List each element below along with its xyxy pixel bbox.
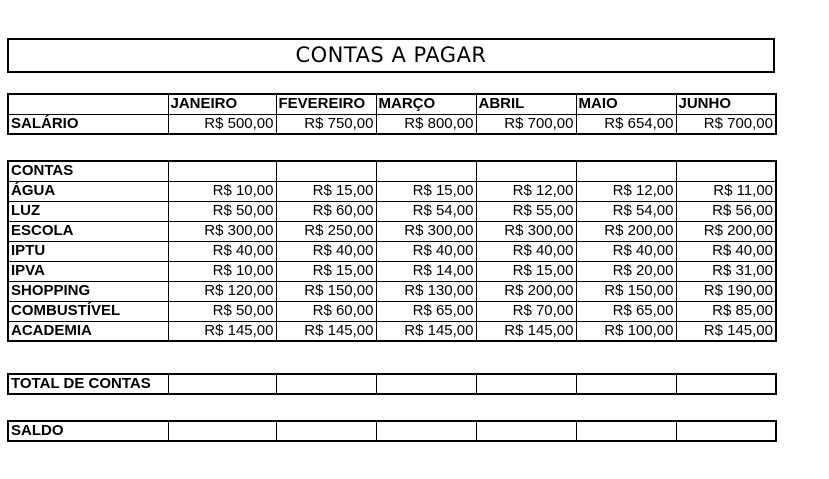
expense-label: IPTU [8,241,168,261]
expense-value: R$ 145,00 [476,321,576,341]
empty-cell [376,161,476,181]
expense-value: R$ 145,00 [168,321,276,341]
month-header: JUNHO [676,94,776,114]
salary-value: R$ 700,00 [476,114,576,134]
expense-value: R$ 145,00 [276,321,376,341]
total-label: TOTAL DE CONTAS [8,374,168,394]
month-header: ABRIL [476,94,576,114]
expense-label: ACADEMIA [8,321,168,341]
expense-value: R$ 145,00 [676,321,776,341]
expense-value: R$ 50,00 [168,201,276,221]
expenses-header: CONTAS [8,161,168,181]
total-cell[interactable] [476,374,576,394]
balance-cell[interactable] [576,421,676,441]
expense-value: R$ 150,00 [276,281,376,301]
expense-value: R$ 200,00 [476,281,576,301]
expense-value: R$ 10,00 [168,261,276,281]
total-cell[interactable] [576,374,676,394]
salary-row [8,114,776,134]
total-cell[interactable] [168,374,276,394]
expense-label: ESCOLA [8,221,168,241]
expense-value: R$ 15,00 [276,261,376,281]
expense-value: R$ 190,00 [676,281,776,301]
month-header: JANEIRO [168,94,276,114]
expense-value: R$ 40,00 [576,241,676,261]
expense-value: R$ 65,00 [376,301,476,321]
expense-row [8,241,776,261]
expense-label: COMBUSTÍVEL [8,301,168,321]
balance-row [8,421,776,441]
empty-cell [576,161,676,181]
total-cell[interactable] [676,374,776,394]
expense-value: R$ 300,00 [168,221,276,241]
salary-table [7,93,777,135]
expense-value: R$ 200,00 [676,221,776,241]
expense-value: R$ 70,00 [476,301,576,321]
month-header: MARÇO [376,94,476,114]
expense-value: R$ 40,00 [168,241,276,261]
expense-row [8,201,776,221]
expense-value: R$ 65,00 [576,301,676,321]
balance-cell[interactable] [168,421,276,441]
months-header-row [8,94,776,114]
expense-value: R$ 120,00 [168,281,276,301]
expense-row [8,301,776,321]
expense-value: R$ 40,00 [476,241,576,261]
expense-value: R$ 56,00 [676,201,776,221]
expense-value: R$ 12,00 [476,181,576,201]
expense-row [8,181,776,201]
balance-cell[interactable] [376,421,476,441]
expense-row [8,321,776,341]
expense-row [8,281,776,301]
expense-value: R$ 200,00 [576,221,676,241]
expense-value: R$ 10,00 [168,181,276,201]
expense-row [8,261,776,281]
balance-label: SALDO [8,421,168,441]
expense-value: R$ 15,00 [376,181,476,201]
expense-value: R$ 300,00 [376,221,476,241]
expense-value: R$ 54,00 [376,201,476,221]
salary-value: R$ 500,00 [168,114,276,134]
expense-value: R$ 145,00 [376,321,476,341]
expense-label: SHOPPING [8,281,168,301]
empty-cell [168,161,276,181]
expense-value: R$ 85,00 [676,301,776,321]
expense-value: R$ 40,00 [276,241,376,261]
expense-row [8,221,776,241]
empty-cell [476,161,576,181]
page-title: CONTAS A PAGAR [295,43,487,67]
expense-value: R$ 15,00 [276,181,376,201]
balance-cell[interactable] [276,421,376,441]
title-box [7,38,775,73]
expense-value: R$ 54,00 [576,201,676,221]
salary-value: R$ 654,00 [576,114,676,134]
empty-cell [276,161,376,181]
total-row [8,374,776,394]
expense-value: R$ 40,00 [676,241,776,261]
expense-value: R$ 14,00 [376,261,476,281]
expense-value: R$ 60,00 [276,301,376,321]
expense-value: R$ 11,00 [676,181,776,201]
expenses-header-row [8,161,776,181]
balance-table [7,420,777,442]
expense-value: R$ 300,00 [476,221,576,241]
total-cell[interactable] [276,374,376,394]
empty-cell [676,161,776,181]
salary-value: R$ 700,00 [676,114,776,134]
balance-cell[interactable] [476,421,576,441]
expense-value: R$ 60,00 [276,201,376,221]
expense-value: R$ 40,00 [376,241,476,261]
expense-value: R$ 20,00 [576,261,676,281]
expense-label: ÁGUA [8,181,168,201]
expense-value: R$ 100,00 [576,321,676,341]
month-header: MAIO [576,94,676,114]
salary-value: R$ 750,00 [276,114,376,134]
salary-label: SALÁRIO [8,114,168,134]
expense-label: LUZ [8,201,168,221]
header-cell-empty [8,94,168,114]
month-header: FEVEREIRO [276,94,376,114]
salary-value: R$ 800,00 [376,114,476,134]
expense-value: R$ 50,00 [168,301,276,321]
total-table [7,373,777,395]
expense-value: R$ 12,00 [576,181,676,201]
expense-value: R$ 31,00 [676,261,776,281]
total-cell[interactable] [376,374,476,394]
expense-value: R$ 150,00 [576,281,676,301]
expenses-table [7,160,777,342]
expense-value: R$ 55,00 [476,201,576,221]
expense-value: R$ 15,00 [476,261,576,281]
expense-value: R$ 130,00 [376,281,476,301]
expense-label: IPVA [8,261,168,281]
expense-value: R$ 250,00 [276,221,376,241]
balance-cell[interactable] [676,421,776,441]
